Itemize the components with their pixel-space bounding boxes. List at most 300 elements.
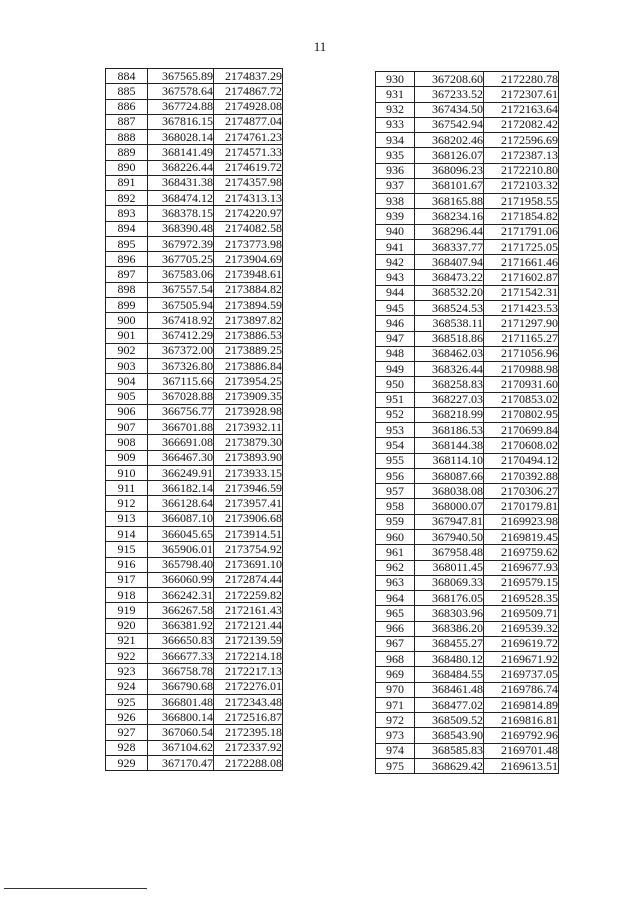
table-row xyxy=(376,545,559,560)
y-coordinate-cell: 2172276.01 xyxy=(214,679,283,694)
point-number-cell: 885 xyxy=(106,84,148,99)
y-coordinate-cell: 2169786.74 xyxy=(484,682,559,697)
point-number-cell: 972 xyxy=(376,713,415,728)
x-coordinate-cell: 366128.64 xyxy=(148,496,214,511)
x-coordinate-cell: 366701.88 xyxy=(148,420,214,435)
table-row xyxy=(106,725,283,740)
point-number-cell: 958 xyxy=(376,499,415,514)
table-row xyxy=(376,407,559,422)
x-coordinate-cell: 366182.14 xyxy=(148,481,214,496)
table-row xyxy=(106,267,283,282)
point-number-cell: 970 xyxy=(376,682,415,697)
point-number-cell: 949 xyxy=(376,362,415,377)
x-coordinate-cell: 367060.54 xyxy=(148,725,214,740)
point-number-cell: 909 xyxy=(106,450,148,465)
x-coordinate-cell: 368462.03 xyxy=(415,346,484,361)
point-number-cell: 921 xyxy=(106,633,148,648)
x-coordinate-cell: 366758.78 xyxy=(148,664,214,679)
table-row xyxy=(376,255,559,270)
x-coordinate-cell: 366060.99 xyxy=(148,572,214,587)
table-row xyxy=(376,194,559,209)
x-coordinate-cell: 366381.92 xyxy=(148,618,214,633)
x-coordinate-cell: 366650.83 xyxy=(148,633,214,648)
point-number-cell: 962 xyxy=(376,560,415,575)
y-coordinate-cell: 2169528.35 xyxy=(484,591,559,606)
table-row xyxy=(106,481,283,496)
x-coordinate-cell: 367972.39 xyxy=(148,236,214,251)
table-row xyxy=(376,514,559,529)
x-coordinate-cell: 366087.10 xyxy=(148,511,214,526)
y-coordinate-cell: 2172210.80 xyxy=(484,163,559,178)
y-coordinate-cell: 2169816.81 xyxy=(484,713,559,728)
x-coordinate-cell: 366756.77 xyxy=(148,404,214,419)
point-number-cell: 904 xyxy=(106,374,148,389)
x-coordinate-cell: 368165.88 xyxy=(415,194,484,209)
point-number-cell: 932 xyxy=(376,102,415,117)
x-coordinate-cell: 366467.30 xyxy=(148,450,214,465)
x-coordinate-cell: 367958.48 xyxy=(415,545,484,560)
y-coordinate-cell: 2173954.25 xyxy=(214,374,283,389)
y-coordinate-cell: 2172121.44 xyxy=(214,618,283,633)
table-row xyxy=(376,484,559,499)
x-coordinate-cell: 368585.83 xyxy=(415,743,484,758)
y-coordinate-cell: 2174761.23 xyxy=(214,130,283,145)
table-row xyxy=(376,697,559,712)
y-coordinate-cell: 2170306.27 xyxy=(484,484,559,499)
point-number-cell: 937 xyxy=(376,178,415,193)
y-coordinate-cell: 2171165.27 xyxy=(484,331,559,346)
table-row xyxy=(376,499,559,514)
y-coordinate-cell: 2169671.92 xyxy=(484,652,559,667)
table-row xyxy=(106,343,283,358)
table-row xyxy=(376,270,559,285)
table-row xyxy=(106,710,283,725)
point-number-cell: 938 xyxy=(376,194,415,209)
x-coordinate-cell: 368087.66 xyxy=(415,468,484,483)
point-number-cell: 947 xyxy=(376,331,415,346)
y-coordinate-cell: 2171542.31 xyxy=(484,285,559,300)
y-coordinate-cell: 2172343.48 xyxy=(214,694,283,709)
point-number-cell: 906 xyxy=(106,404,148,419)
table-row xyxy=(106,450,283,465)
point-number-cell: 918 xyxy=(106,588,148,603)
table-row xyxy=(106,389,283,404)
x-coordinate-cell: 368461.48 xyxy=(415,682,484,697)
table-row xyxy=(106,679,283,694)
point-number-cell: 959 xyxy=(376,514,415,529)
x-coordinate-cell: 367412.29 xyxy=(148,328,214,343)
table-row xyxy=(106,603,283,618)
point-number-cell: 913 xyxy=(106,511,148,526)
y-coordinate-cell: 2174313.13 xyxy=(214,191,283,206)
y-coordinate-cell: 2173886.53 xyxy=(214,328,283,343)
point-number-cell: 939 xyxy=(376,209,415,224)
y-coordinate-cell: 2172259.82 xyxy=(214,588,283,603)
table-row xyxy=(106,542,283,557)
point-number-cell: 968 xyxy=(376,652,415,667)
x-coordinate-cell: 368226.44 xyxy=(148,160,214,175)
x-coordinate-cell: 367940.50 xyxy=(415,529,484,544)
point-number-cell: 973 xyxy=(376,728,415,743)
x-coordinate-cell: 368455.27 xyxy=(415,636,484,651)
y-coordinate-cell: 2173893.90 xyxy=(214,450,283,465)
y-coordinate-cell: 2173932.11 xyxy=(214,420,283,435)
x-coordinate-cell: 367170.47 xyxy=(148,755,214,770)
y-coordinate-cell: 2173914.51 xyxy=(214,526,283,541)
x-coordinate-cell: 366790.68 xyxy=(148,679,214,694)
x-coordinate-cell: 368258.83 xyxy=(415,377,484,392)
y-coordinate-cell: 2172217.13 xyxy=(214,664,283,679)
table-row xyxy=(106,588,283,603)
point-number-cell: 886 xyxy=(106,99,148,114)
y-coordinate-cell: 2171602.87 xyxy=(484,270,559,285)
x-coordinate-cell: 366800.14 xyxy=(148,710,214,725)
x-coordinate-cell: 367028.88 xyxy=(148,389,214,404)
y-coordinate-cell: 2173754.92 xyxy=(214,542,283,557)
point-number-cell: 960 xyxy=(376,529,415,544)
y-coordinate-cell: 2172161.43 xyxy=(214,603,283,618)
x-coordinate-cell: 365798.40 xyxy=(148,557,214,572)
point-number-cell: 941 xyxy=(376,239,415,254)
x-coordinate-cell: 367578.64 xyxy=(148,84,214,99)
x-coordinate-cell: 368096.23 xyxy=(415,163,484,178)
y-coordinate-cell: 2174357.98 xyxy=(214,175,283,190)
x-coordinate-cell: 368337.77 xyxy=(415,239,484,254)
table-row xyxy=(376,560,559,575)
y-coordinate-cell: 2170392.88 xyxy=(484,468,559,483)
table-row xyxy=(376,743,559,758)
point-number-cell: 896 xyxy=(106,252,148,267)
point-number-cell: 890 xyxy=(106,160,148,175)
table-row xyxy=(376,362,559,377)
y-coordinate-cell: 2172139.59 xyxy=(214,633,283,648)
point-number-cell: 953 xyxy=(376,423,415,438)
table-row xyxy=(376,652,559,667)
y-coordinate-cell: 2172082.42 xyxy=(484,117,559,132)
table-row xyxy=(376,163,559,178)
table-row xyxy=(376,178,559,193)
y-coordinate-cell: 2169701.48 xyxy=(484,743,559,758)
y-coordinate-cell: 2173928.98 xyxy=(214,404,283,419)
x-coordinate-cell: 368069.33 xyxy=(415,575,484,590)
y-coordinate-cell: 2174619.72 xyxy=(214,160,283,175)
point-number-cell: 975 xyxy=(376,758,415,773)
point-number-cell: 915 xyxy=(106,542,148,557)
point-number-cell: 891 xyxy=(106,175,148,190)
y-coordinate-cell: 2171791.06 xyxy=(484,224,559,239)
table-row xyxy=(106,374,283,389)
y-coordinate-cell: 2170179.81 xyxy=(484,499,559,514)
point-number-cell: 955 xyxy=(376,453,415,468)
point-number-cell: 889 xyxy=(106,145,148,160)
point-number-cell: 922 xyxy=(106,649,148,664)
point-number-cell: 897 xyxy=(106,267,148,282)
table-row xyxy=(376,224,559,239)
point-number-cell: 894 xyxy=(106,221,148,236)
y-coordinate-cell: 2170853.02 xyxy=(484,392,559,407)
point-number-cell: 950 xyxy=(376,377,415,392)
y-coordinate-cell: 2170802.95 xyxy=(484,407,559,422)
coordinates-table-body xyxy=(376,72,559,774)
y-coordinate-cell: 2170931.60 xyxy=(484,377,559,392)
y-coordinate-cell: 2174082.58 xyxy=(214,221,283,236)
x-coordinate-cell: 368431.38 xyxy=(148,175,214,190)
table-row xyxy=(106,526,283,541)
x-coordinate-cell: 367724.88 xyxy=(148,99,214,114)
y-coordinate-cell: 2174928.08 xyxy=(214,99,283,114)
point-number-cell: 961 xyxy=(376,545,415,560)
table-row xyxy=(106,618,283,633)
x-coordinate-cell: 368126.07 xyxy=(415,148,484,163)
point-number-cell: 893 xyxy=(106,206,148,221)
table-row xyxy=(106,359,283,374)
x-coordinate-cell: 367326.80 xyxy=(148,359,214,374)
x-coordinate-cell: 367705.25 xyxy=(148,252,214,267)
point-number-cell: 971 xyxy=(376,697,415,712)
table-row xyxy=(106,221,283,236)
table-row xyxy=(376,102,559,117)
table-row xyxy=(376,423,559,438)
x-coordinate-cell: 368144.38 xyxy=(415,438,484,453)
x-coordinate-cell: 366242.31 xyxy=(148,588,214,603)
y-coordinate-cell: 2170608.02 xyxy=(484,438,559,453)
table-row xyxy=(106,313,283,328)
point-number-cell: 919 xyxy=(106,603,148,618)
coordinates-table-left xyxy=(105,68,283,771)
table-row xyxy=(376,667,559,682)
point-number-cell: 910 xyxy=(106,465,148,480)
x-coordinate-cell: 368176.05 xyxy=(415,591,484,606)
x-coordinate-cell: 365906.01 xyxy=(148,542,214,557)
point-number-cell: 929 xyxy=(106,755,148,770)
y-coordinate-cell: 2171854.82 xyxy=(484,209,559,224)
y-coordinate-cell: 2173886.84 xyxy=(214,359,283,374)
x-coordinate-cell: 368011.45 xyxy=(415,560,484,575)
y-coordinate-cell: 2169579.15 xyxy=(484,575,559,590)
point-number-cell: 945 xyxy=(376,300,415,315)
page-number: 11 xyxy=(313,39,327,54)
point-number-cell: 965 xyxy=(376,606,415,621)
point-number-cell: 911 xyxy=(106,481,148,496)
point-number-cell: 895 xyxy=(106,236,148,251)
x-coordinate-cell: 368378.15 xyxy=(148,206,214,221)
y-coordinate-cell: 2169759.62 xyxy=(484,545,559,560)
table-row xyxy=(376,392,559,407)
x-coordinate-cell: 368101.67 xyxy=(415,178,484,193)
x-coordinate-cell: 368524.53 xyxy=(415,300,484,315)
x-coordinate-cell: 368543.90 xyxy=(415,728,484,743)
y-coordinate-cell: 2170988.98 xyxy=(484,362,559,377)
table-row xyxy=(106,572,283,587)
point-number-cell: 931 xyxy=(376,87,415,102)
x-coordinate-cell: 366691.08 xyxy=(148,435,214,450)
x-coordinate-cell: 366267.58 xyxy=(148,603,214,618)
x-coordinate-cell: 368186.53 xyxy=(415,423,484,438)
footnote-separator-line xyxy=(4,888,147,889)
point-number-cell: 899 xyxy=(106,297,148,312)
point-number-cell: 974 xyxy=(376,743,415,758)
x-coordinate-cell: 367104.62 xyxy=(148,740,214,755)
point-number-cell: 942 xyxy=(376,255,415,270)
point-number-cell: 892 xyxy=(106,191,148,206)
x-coordinate-cell: 368000.07 xyxy=(415,499,484,514)
point-number-cell: 928 xyxy=(106,740,148,755)
y-coordinate-cell: 2169923.98 xyxy=(484,514,559,529)
point-number-cell: 888 xyxy=(106,130,148,145)
x-coordinate-cell: 367816.15 xyxy=(148,114,214,129)
point-number-cell: 901 xyxy=(106,328,148,343)
point-number-cell: 924 xyxy=(106,679,148,694)
x-coordinate-cell: 368296.44 xyxy=(415,224,484,239)
point-number-cell: 964 xyxy=(376,591,415,606)
x-coordinate-cell: 366045.65 xyxy=(148,526,214,541)
x-coordinate-cell: 366677.33 xyxy=(148,649,214,664)
y-coordinate-cell: 2172103.32 xyxy=(484,178,559,193)
point-number-cell: 948 xyxy=(376,346,415,361)
y-coordinate-cell: 2169737.05 xyxy=(484,667,559,682)
y-coordinate-cell: 2169677.93 xyxy=(484,560,559,575)
table-row xyxy=(106,84,283,99)
point-number-cell: 930 xyxy=(376,72,415,87)
point-number-cell: 912 xyxy=(106,496,148,511)
y-coordinate-cell: 2173773.98 xyxy=(214,236,283,251)
table-row xyxy=(106,328,283,343)
y-coordinate-cell: 2169619.72 xyxy=(484,636,559,651)
y-coordinate-cell: 2172516.87 xyxy=(214,710,283,725)
x-coordinate-cell: 367583.06 xyxy=(148,267,214,282)
x-coordinate-cell: 367505.94 xyxy=(148,297,214,312)
x-coordinate-cell: 367233.52 xyxy=(415,87,484,102)
y-coordinate-cell: 2174837.29 xyxy=(214,69,283,84)
table-row xyxy=(376,133,559,148)
table-row xyxy=(106,114,283,129)
table-row xyxy=(376,529,559,544)
table-row xyxy=(376,575,559,590)
table-row xyxy=(106,465,283,480)
y-coordinate-cell: 2169819.45 xyxy=(484,529,559,544)
table-row xyxy=(376,682,559,697)
y-coordinate-cell: 2169814.89 xyxy=(484,697,559,712)
y-coordinate-cell: 2171661.46 xyxy=(484,255,559,270)
y-coordinate-cell: 2169613.51 xyxy=(484,758,559,773)
point-number-cell: 967 xyxy=(376,636,415,651)
y-coordinate-cell: 2172288.08 xyxy=(214,755,283,770)
table-row xyxy=(376,72,559,87)
point-number-cell: 952 xyxy=(376,407,415,422)
table-row xyxy=(106,99,283,114)
point-number-cell: 933 xyxy=(376,117,415,132)
table-row xyxy=(106,511,283,526)
point-number-cell: 934 xyxy=(376,133,415,148)
x-coordinate-cell: 368326.44 xyxy=(415,362,484,377)
y-coordinate-cell: 2171297.90 xyxy=(484,316,559,331)
point-number-cell: 966 xyxy=(376,621,415,636)
y-coordinate-cell: 2172874.44 xyxy=(214,572,283,587)
point-number-cell: 926 xyxy=(106,710,148,725)
point-number-cell: 935 xyxy=(376,148,415,163)
point-number-cell: 917 xyxy=(106,572,148,587)
point-number-cell: 923 xyxy=(106,664,148,679)
table-row xyxy=(376,331,559,346)
x-coordinate-cell: 368474.12 xyxy=(148,191,214,206)
table-row xyxy=(376,285,559,300)
x-coordinate-cell: 367557.54 xyxy=(148,282,214,297)
y-coordinate-cell: 2172163.64 xyxy=(484,102,559,117)
point-number-cell: 920 xyxy=(106,618,148,633)
point-number-cell: 944 xyxy=(376,285,415,300)
x-coordinate-cell: 367565.89 xyxy=(148,69,214,84)
table-row xyxy=(106,145,283,160)
table-row xyxy=(376,468,559,483)
x-coordinate-cell: 368202.46 xyxy=(415,133,484,148)
table-row xyxy=(376,438,559,453)
y-coordinate-cell: 2172280.78 xyxy=(484,72,559,87)
point-number-cell: 963 xyxy=(376,575,415,590)
y-coordinate-cell: 2173909.35 xyxy=(214,389,283,404)
y-coordinate-cell: 2173889.25 xyxy=(214,343,283,358)
y-coordinate-cell: 2171725.05 xyxy=(484,239,559,254)
point-number-cell: 946 xyxy=(376,316,415,331)
table-row xyxy=(106,435,283,450)
table-row xyxy=(376,346,559,361)
table-row xyxy=(376,453,559,468)
table-row xyxy=(106,297,283,312)
y-coordinate-cell: 2173933.15 xyxy=(214,465,283,480)
y-coordinate-cell: 2174877.04 xyxy=(214,114,283,129)
table-row xyxy=(106,160,283,175)
y-coordinate-cell: 2174867.72 xyxy=(214,84,283,99)
table-row xyxy=(106,694,283,709)
table-row xyxy=(376,377,559,392)
y-coordinate-cell: 2172307.61 xyxy=(484,87,559,102)
coordinates-table-body xyxy=(106,69,283,771)
x-coordinate-cell: 366249.91 xyxy=(148,465,214,480)
table-row xyxy=(376,606,559,621)
x-coordinate-cell: 368386.20 xyxy=(415,621,484,636)
point-number-cell: 903 xyxy=(106,359,148,374)
y-coordinate-cell: 2173884.82 xyxy=(214,282,283,297)
x-coordinate-cell: 368390.48 xyxy=(148,221,214,236)
x-coordinate-cell: 368227.03 xyxy=(415,392,484,407)
y-coordinate-cell: 2170494.12 xyxy=(484,453,559,468)
point-number-cell: 898 xyxy=(106,282,148,297)
table-row xyxy=(106,130,283,145)
y-coordinate-cell: 2171423.53 xyxy=(484,300,559,315)
y-coordinate-cell: 2173948.61 xyxy=(214,267,283,282)
point-number-cell: 969 xyxy=(376,667,415,682)
x-coordinate-cell: 368629.42 xyxy=(415,758,484,773)
x-coordinate-cell: 368532.20 xyxy=(415,285,484,300)
y-coordinate-cell: 2173906.68 xyxy=(214,511,283,526)
table-row xyxy=(106,206,283,221)
coordinates-table-right xyxy=(375,71,559,774)
point-number-cell: 887 xyxy=(106,114,148,129)
point-number-cell: 905 xyxy=(106,389,148,404)
table-row xyxy=(376,300,559,315)
point-number-cell: 957 xyxy=(376,484,415,499)
y-coordinate-cell: 2173879.30 xyxy=(214,435,283,450)
table-row xyxy=(106,404,283,419)
point-number-cell: 900 xyxy=(106,313,148,328)
x-coordinate-cell: 368028.14 xyxy=(148,130,214,145)
table-row xyxy=(106,175,283,190)
point-number-cell: 936 xyxy=(376,163,415,178)
x-coordinate-cell: 368477.02 xyxy=(415,697,484,712)
table-row xyxy=(376,713,559,728)
table-row xyxy=(376,117,559,132)
x-coordinate-cell: 367115.66 xyxy=(148,374,214,389)
x-coordinate-cell: 367434.50 xyxy=(415,102,484,117)
